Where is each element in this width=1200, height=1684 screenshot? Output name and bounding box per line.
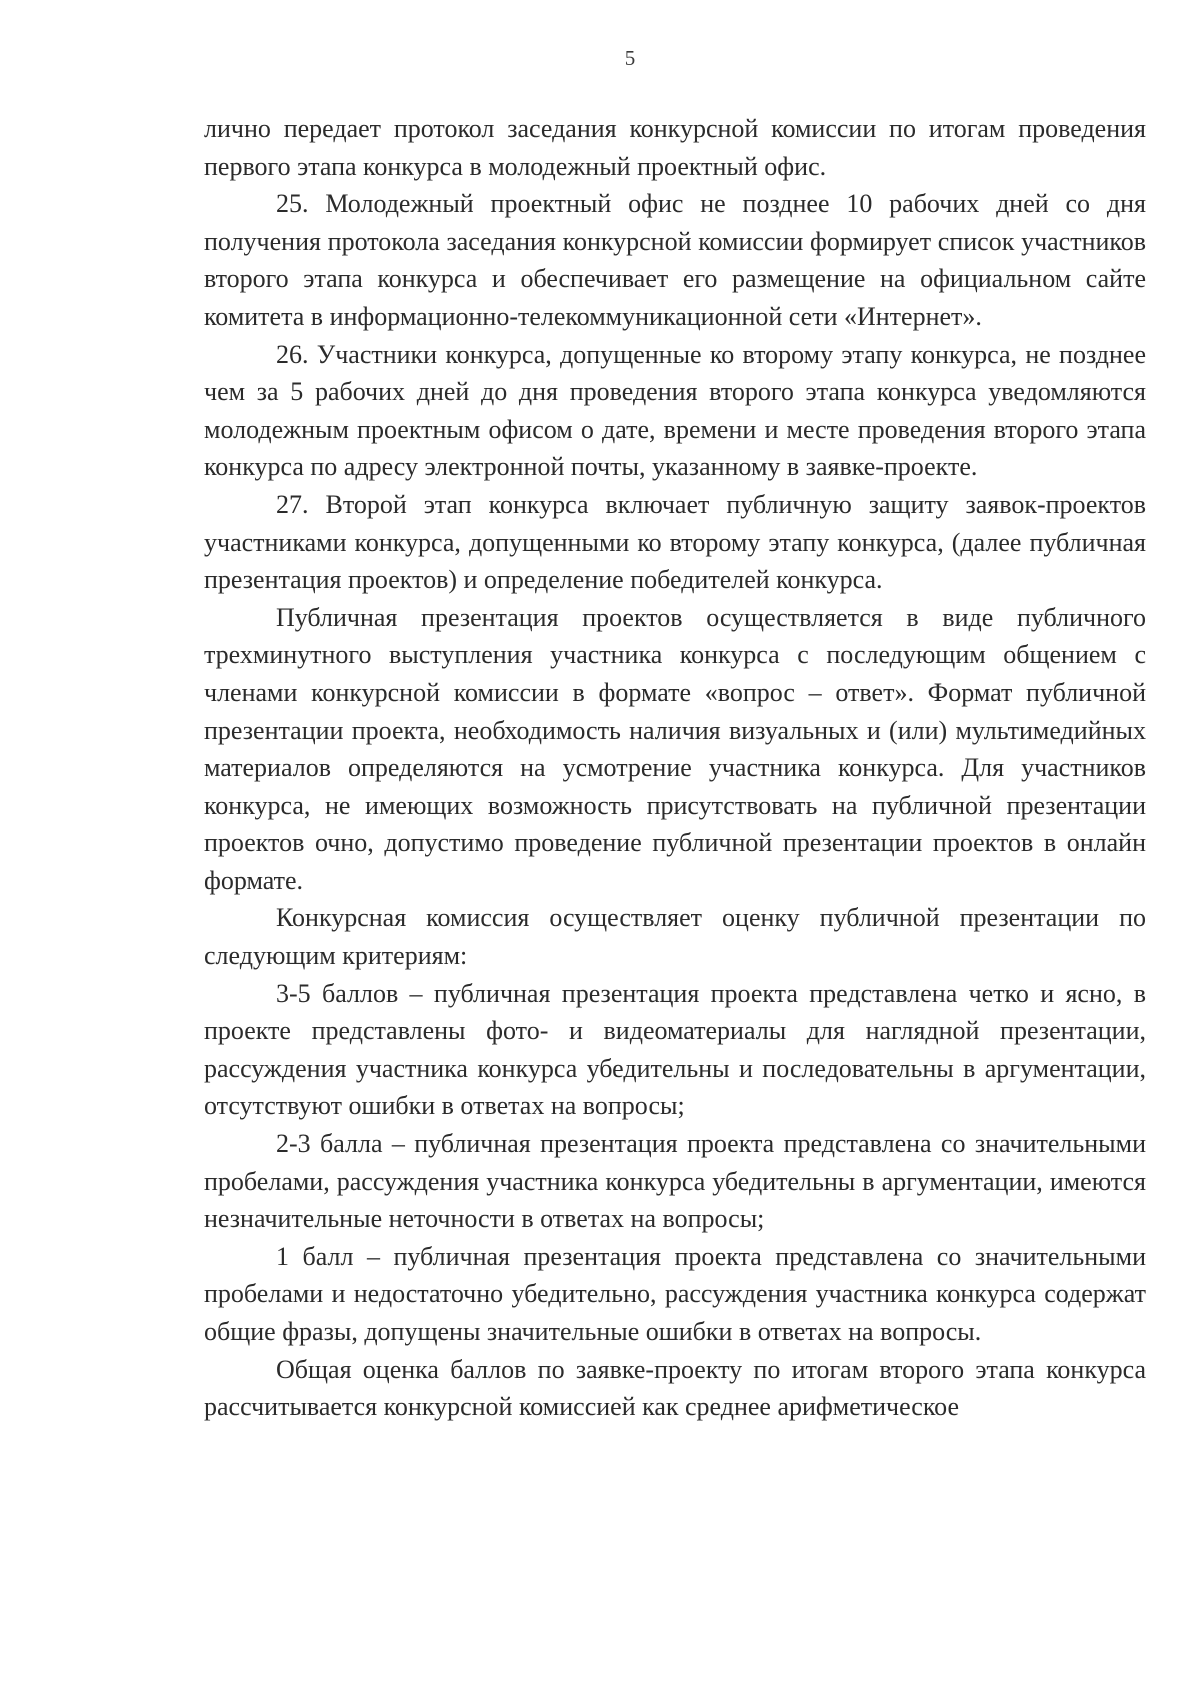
page-number: 5: [624, 46, 636, 70]
document-body: [204, 110, 1146, 1426]
paragraph-item-27: 27. Второй этап конкурса включает публичную защиту заявок-проектов участниками конкурса, допущенными ко второму этапу конкурса, (далее публичная презентация проектов) и определение победителей конкурса.: [204, 489, 1146, 595]
paragraph-criterion-2-3: 2-3 балла – публичная презентация проекта представлена со значительными пробелами, рассуждения участника конкурса убедительны в аргументации, имеются незначительные неточности в ответах на вопросы;: [204, 1129, 1146, 1234]
paragraph-item-26: 26. Участники конкурса, допущенные ко второму этапу конкурса, не позднее чем за 5 рабочих дней до дня проведения второго этапа конкурса уведомляются молодежным проектным офисом о дате, времени и месте проведения второго этапа конкурса по адресу электронной почты, указанному в заявке-проекте.: [204, 339, 1146, 482]
paragraph-criterion-3-5: 3-5 баллов – публичная презентация проекта представлена четко и ясно, в проекте представлены фото- и видеоматериалы для наглядной презентации, рассуждения участника конкурса убедительны и последовательны в аргументации, отсутствуют ошибки в ответах на вопросы;: [204, 978, 1146, 1121]
paragraph-item-25: 25. Молодежный проектный офис не позднее 10 рабочих дней со дня получения протокола заседания конкурсной комиссии формирует список участников второго этапа конкурса и обеспечивает его размещение на официальном сайте комитета в информационно-телекоммуникационной сети «Интернет».: [204, 189, 1146, 331]
paragraph-criterion-1: 1 балл – публичная презентация проекта представлена со значительными пробелами и недостаточно убедительно, рассуждения участника конкурса содержат общие фразы, допущены значительные ошибки в ответах на вопросы.: [204, 1241, 1146, 1346]
paragraph-total-score: Общая оценка баллов по заявке-проекту по итогам второго этапа конкурса рассчитывается конкурсной комиссией как среднее арифметическое: [204, 1354, 1146, 1422]
paragraph-public-presentation: Публичная презентация проектов осуществляется в виде публичного трехминутного выступления участника конкурса с последующим общением с членами конкурсной комиссии в формате «вопрос – ответ». Формат публичной презентации проекта, необходимость наличия визуальных и (или) мультимедийных материалов определяются на усмотрение участника конкурса. Для участников конкурса, не имеющих возможность присутствовать на публичной презентации проектов очно, допустимо проведение публичной презентации проектов в онлайн формате.: [204, 602, 1146, 895]
paragraph-continuation: лично передает протокол заседания конкурсной комиссии по итогам проведения первого этапа конкурса в молодежный проектный офис.: [204, 114, 1146, 181]
paragraph-evaluation-criteria: Конкурсная комиссия осуществляет оценку публичной презентации по следующим критериям:: [204, 903, 1146, 971]
